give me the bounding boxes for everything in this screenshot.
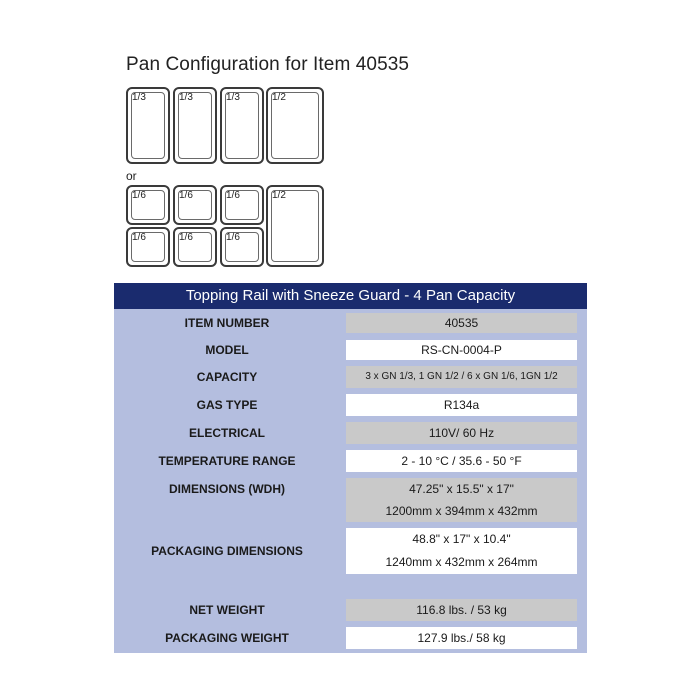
spec-row-gas-type bbox=[114, 394, 587, 416]
pan-slot bbox=[220, 227, 264, 267]
spec-label: ELECTRICAL bbox=[189, 426, 265, 440]
spec-label: TEMPERATURE RANGE bbox=[158, 454, 296, 468]
spec-value-metric: 1240mm x 432mm x 264mm bbox=[346, 551, 577, 574]
spec-value: 116.8 lbs. / 53 kg bbox=[346, 599, 577, 621]
spec-value: 47.25" x 15.5" x 17" bbox=[346, 478, 577, 500]
spec-row-electrical bbox=[114, 422, 587, 444]
spec-table-header: Topping Rail with Sneeze Guard - 4 Pan Capacity bbox=[114, 283, 587, 309]
pan-slot bbox=[220, 87, 264, 164]
pan-slot bbox=[173, 87, 217, 164]
pan-slot bbox=[126, 87, 170, 164]
spec-table-body bbox=[114, 309, 587, 653]
or-label: or bbox=[126, 169, 137, 183]
spec-value: 40535 bbox=[346, 313, 577, 333]
pan-slot bbox=[126, 227, 170, 267]
spec-row-packaging-weight bbox=[114, 627, 587, 649]
pan-slot bbox=[220, 185, 264, 225]
pan-size-label: 1/2 bbox=[272, 190, 286, 201]
pan-size-label: 1/3 bbox=[132, 92, 146, 103]
spec-value-metric: 1200mm x 394mm x 432mm bbox=[346, 500, 577, 522]
spec-value: 2 - 10 °C / 35.6 - 50 °F bbox=[346, 450, 577, 472]
pan-size-label: 1/3 bbox=[179, 92, 193, 103]
spec-row-model bbox=[114, 340, 587, 360]
pan-size-label: 1/6 bbox=[132, 190, 146, 201]
spec-label: DIMENSIONS (WDH) bbox=[169, 482, 285, 496]
spec-row-net-weight bbox=[114, 599, 587, 621]
spec-label: NET WEIGHT bbox=[189, 603, 265, 617]
spec-row-temperature-range bbox=[114, 450, 587, 472]
spec-row-dimensions bbox=[114, 478, 587, 522]
spec-value: 127.9 lbs./ 58 kg bbox=[346, 627, 577, 649]
pan-size-label: 1/6 bbox=[226, 190, 240, 201]
pan-size-label: 1/6 bbox=[179, 232, 193, 243]
spec-value: RS-CN-0004-P bbox=[346, 340, 577, 360]
spec-label: PACKAGING DIMENSIONS bbox=[151, 544, 303, 558]
spec-row-item-number bbox=[114, 313, 587, 333]
spec-value: 110V/ 60 Hz bbox=[346, 422, 577, 444]
spec-row-capacity bbox=[114, 366, 587, 388]
spec-value: 3 x GN 1/3, 1 GN 1/2 / 6 x GN 1/6, 1GN 1/2 bbox=[346, 366, 577, 388]
pan-size-label: 1/6 bbox=[179, 190, 193, 201]
page-title: Pan Configuration for Item 40535 bbox=[126, 54, 410, 75]
pan-size-label: 1/6 bbox=[226, 232, 240, 243]
spec-label: GAS TYPE bbox=[196, 398, 258, 412]
spec-value: 48.8" x 17" x 10.4" bbox=[346, 528, 577, 551]
spec-table bbox=[114, 283, 587, 653]
pan-size-label: 1/3 bbox=[226, 92, 240, 103]
pan-slot bbox=[266, 87, 324, 164]
pan-slot bbox=[126, 185, 170, 225]
pan-slot bbox=[173, 185, 217, 225]
pan-slot bbox=[173, 227, 217, 267]
spec-label: ITEM NUMBER bbox=[184, 316, 270, 330]
spec-label: MODEL bbox=[205, 343, 249, 357]
pan-size-label: 1/6 bbox=[132, 232, 146, 243]
spec-row-packaging-dimensions bbox=[114, 528, 587, 574]
pan-size-label: 1/2 bbox=[272, 92, 286, 103]
spec-label: PACKAGING WEIGHT bbox=[165, 631, 289, 645]
spec-label: CAPACITY bbox=[196, 370, 258, 384]
spec-value: R134a bbox=[346, 394, 577, 416]
pan-slot bbox=[266, 185, 324, 267]
